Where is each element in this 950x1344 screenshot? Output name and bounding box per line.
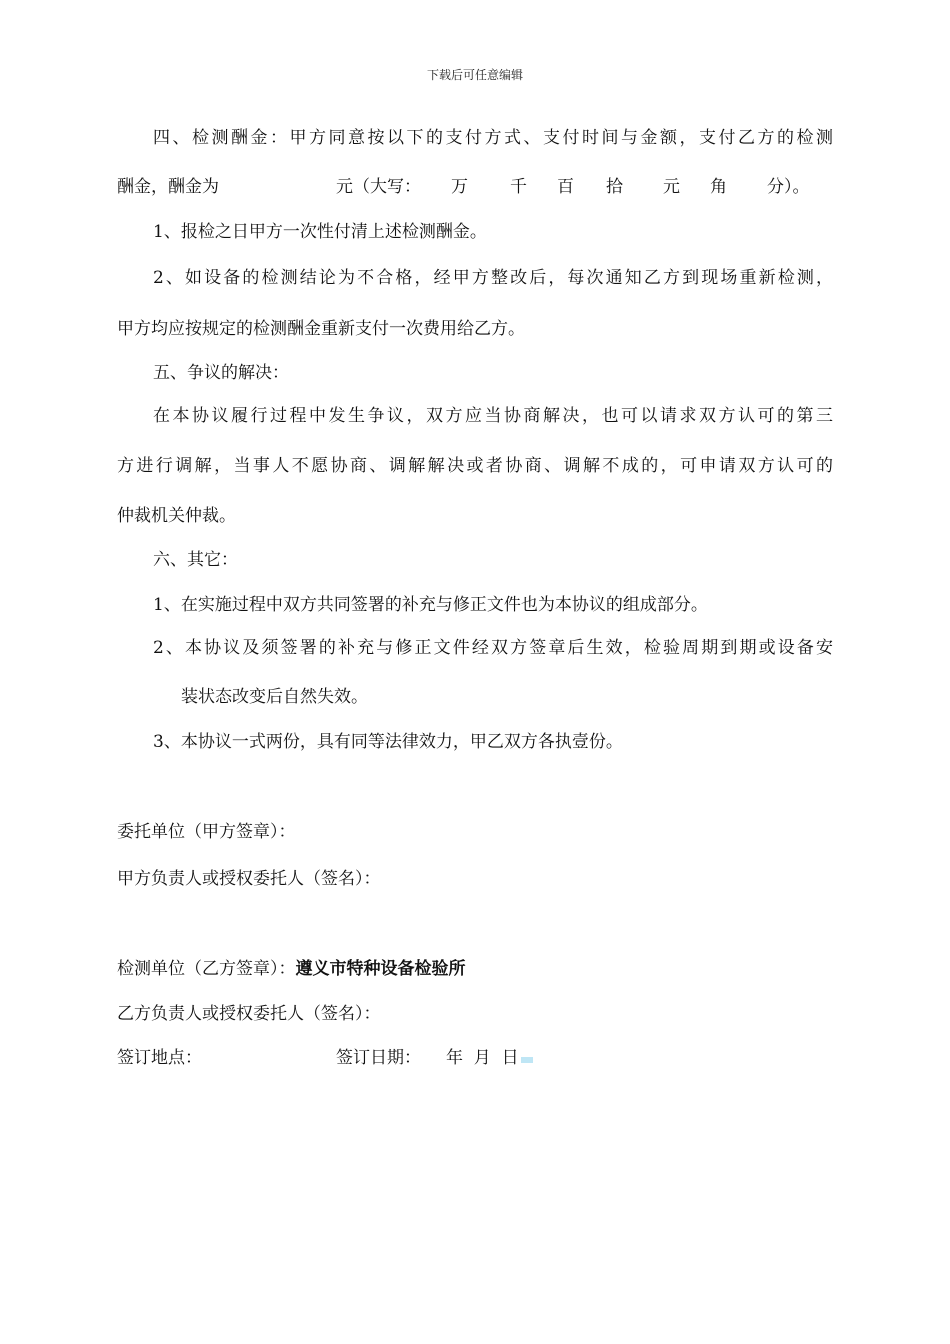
- sign-date-label: 签订日期：: [336, 1048, 421, 1068]
- unit-fen: 分）。: [767, 177, 810, 197]
- unit-bai: 百: [557, 177, 574, 197]
- party-b-unit-name: 遵义市特种设备检验所: [295, 959, 466, 979]
- s6-item3: 3、本协议一式两份，具有同等法律效力，甲乙双方各执壹份。: [153, 732, 623, 752]
- text-cursor-marker: [521, 1057, 533, 1063]
- unit-wan: 万: [451, 177, 468, 197]
- s4-item2-line1: 2、如设备的检测结论为不合格，经甲方整改后，每次通知乙方到现场重新检测，: [153, 268, 833, 288]
- page-header: 下载后可任意编辑: [426, 68, 523, 82]
- s5-para-line1: 在本协议履行过程中发生争议，双方应当协商解决，也可以请求双方认可的第三: [153, 406, 833, 426]
- party-a-unit: 委托单位（甲方签章）：: [117, 822, 296, 842]
- fee-capital-label: 元（大写：: [336, 177, 421, 197]
- unit-shi: 拾: [606, 177, 623, 197]
- s5-title: 五、争议的解决：: [153, 363, 289, 383]
- s4-item2-line2: 甲方均应按规定的检测酬金重新支付一次费用给乙方。: [117, 319, 525, 339]
- s6-item1: 1、在实施过程中双方共同签署的补充与修正文件也为本协议的组成部分。: [153, 595, 708, 615]
- s4-line1: 四、检测酬金：甲方同意按以下的支付方式、支付时间与金额，支付乙方的检测: [153, 128, 833, 148]
- s4-item1: 1、报检之日甲方一次性付清上述检测酬金。: [153, 222, 487, 242]
- fee-label: 酬金，酬金为: [117, 177, 219, 197]
- s6-item2-line2: 装状态改变后自然失效。: [181, 687, 368, 707]
- sign-place-date-row: [117, 1047, 833, 1069]
- s6-item2-line1: 2、本协议及须签署的补充与修正文件经双方签章后生效，检验周期到期或设备安: [153, 638, 833, 658]
- party-b-unit: [117, 958, 466, 980]
- party-b-person: 乙方负责人或授权委托人（签名）：: [117, 1004, 381, 1024]
- s4-line2: [117, 176, 833, 198]
- s5-para-line3: 仲裁机关仲裁。: [117, 506, 236, 526]
- sign-place-label: 签订地点：: [117, 1048, 202, 1068]
- sign-date-parts: 年 月 日: [446, 1047, 533, 1069]
- s6-title: 六、其它：: [153, 550, 238, 570]
- unit-qian: 千: [510, 177, 527, 197]
- party-b-unit-label: 检测单位（乙方签章）：: [117, 959, 296, 979]
- s5-para-line2: 方进行调解，当事人不愿协商、调解解决或者协商、调解不成的，可申请双方认可的: [117, 456, 833, 476]
- unit-yuan: 元: [663, 177, 680, 197]
- party-a-person: 甲方负责人或授权委托人（签名）：: [117, 869, 381, 889]
- unit-jiao: 角: [710, 177, 727, 197]
